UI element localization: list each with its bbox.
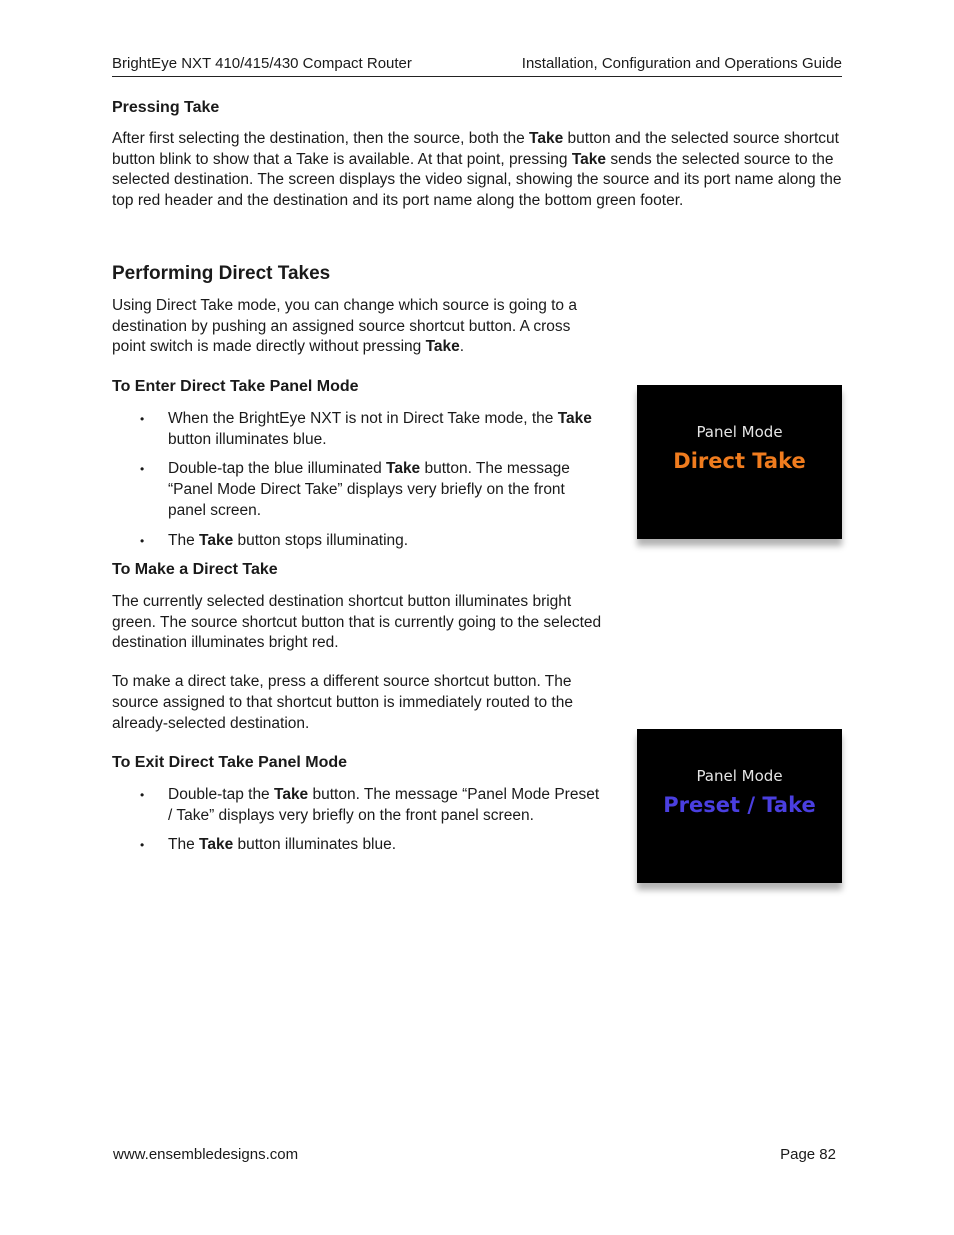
pressing-take-body (112, 129, 842, 212)
preset-take-label: Preset / Take (663, 793, 816, 817)
list-item (112, 785, 607, 826)
exit-mode-heading: To Exit Direct Take Panel Mode (112, 754, 348, 771)
footer-website: www.ensembledesigns.com (113, 1146, 299, 1163)
pressing-take-paragraph (112, 129, 842, 212)
take-bold: Take (425, 338, 460, 356)
make-direct-body (112, 592, 607, 734)
text-run: button. The message “Panel Mode Preset / Take” displays very briefly on the front panel screen. (168, 786, 600, 824)
text-run: When the BrightEye NXT is not in Direct Take mode, the (168, 410, 558, 427)
text-run: button and the selected source shortcut button blink to show that a Take is available. At that point, pressing (112, 130, 839, 168)
enter-mode-list (112, 409, 607, 560)
take-bold: Take (386, 460, 421, 478)
take-bold: Take (199, 531, 234, 549)
panel-mode-label: Panel Mode (696, 767, 783, 785)
text-run: . (459, 338, 465, 356)
footer-page-number: Page 82 (780, 1146, 836, 1163)
text-run: The (168, 531, 200, 549)
text-run: button illuminates blue. (233, 836, 397, 854)
header-guide-title: Installation, Configuration and Operations Guide (521, 55, 842, 72)
make-direct-paragraph-1: The currently selected destination shortcut button illuminates bright green. The source shortcut button that is currently going to the selected destination illuminates bright red. (112, 593, 602, 652)
direct-takes-paragraph (112, 296, 602, 358)
list-item (112, 835, 607, 856)
make-direct-paragraph-2: To make a direct take, press a different source shortcut button. The source assigned to that shortcut button is immediately routed to the already-selected destination. (112, 673, 573, 732)
enter-mode-heading: To Enter Direct Take Panel Mode (112, 378, 359, 395)
list-item (112, 531, 607, 552)
text-run: Using Direct Take mode, you can change which source is going to a destination by pushing an assigned source shortcut button. A cross point switch is made directly without pressing (112, 297, 577, 356)
pressing-take-heading: Pressing Take (112, 99, 220, 116)
list-item (112, 459, 607, 521)
take-bold: Take (557, 410, 592, 427)
exit-mode-list (112, 785, 607, 865)
text-run: The (168, 836, 200, 854)
take-bold: Take (274, 786, 309, 803)
make-direct-heading: To Make a Direct Take (112, 561, 278, 578)
panel-screen-direct-take (637, 385, 842, 539)
text-run: Double-tap the (168, 786, 274, 803)
text-run: Double-tap the blue illuminated (168, 460, 386, 478)
direct-takes-heading: Performing Direct Takes (112, 263, 331, 284)
running-header (112, 54, 842, 77)
panel-mode-label: Panel Mode (696, 423, 783, 441)
text-run: button. The message “Panel Mode Direct Take” displays very briefly on the front panel screen. (168, 460, 570, 519)
panel-screen-preset-take (637, 729, 842, 883)
direct-take-label: Direct Take (673, 449, 806, 473)
list-item (112, 409, 607, 450)
take-bold: Take (199, 836, 234, 854)
take-bold: Take (529, 130, 564, 147)
take-bold: Take (571, 150, 607, 168)
direct-takes-body (112, 296, 602, 358)
text-run: After first selecting the destination, then the source, both the (112, 130, 530, 147)
header-product-title: BrightEye NXT 410/415/430 Compact Router (112, 55, 412, 72)
text-run: sends the selected source to the selected destination. The screen displays the video signal, showing the source and its port name along the top red header and the destination and its port name along the bottom green footer. (112, 150, 842, 210)
text-run: button illuminates blue. (168, 430, 327, 448)
text-run: button stops illuminating. (233, 531, 409, 549)
